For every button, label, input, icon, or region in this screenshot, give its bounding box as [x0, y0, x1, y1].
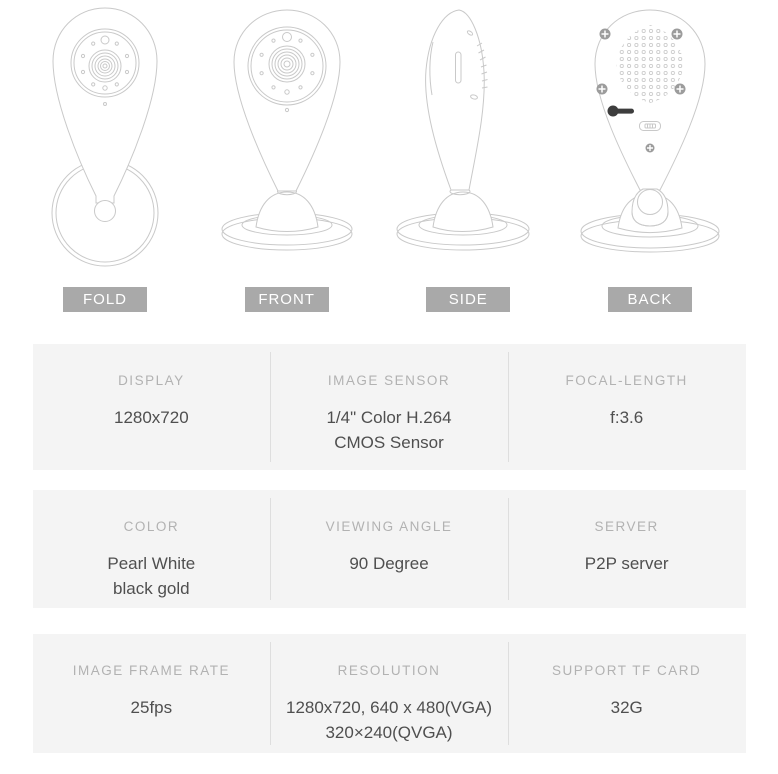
spec-header: IMAGE SENSOR	[327, 373, 451, 388]
view-front	[212, 0, 362, 312]
spec-value: 1280x720, 640 x 480(VGA)	[285, 698, 493, 717]
view-label-front: FRONT	[245, 287, 329, 312]
spec-value: 25fps	[130, 698, 173, 717]
camera-side-icon	[393, 0, 543, 268]
camera-views-section	[0, 0, 778, 312]
spec-cell-focal-length	[508, 344, 746, 470]
spec-header: VIEWING ANGLE	[325, 519, 453, 534]
spec-header: DISPLAY	[118, 373, 185, 388]
view-fold	[30, 0, 180, 312]
spec-row-3	[33, 634, 746, 753]
spec-value: P2P server	[584, 554, 669, 573]
spec-header: SUPPORT TF CARD	[552, 663, 702, 678]
spec-row-1	[33, 344, 746, 470]
spec-cell-image-sensor	[270, 344, 508, 470]
spec-cell-frame-rate	[33, 634, 271, 753]
spec-cell-color	[33, 490, 271, 608]
camera-front-icon	[212, 0, 362, 268]
camera-fold-icon	[30, 0, 180, 268]
spec-value: CMOS Sensor	[334, 433, 444, 452]
spec-row-2	[33, 490, 746, 608]
spec-value: 32G	[610, 698, 643, 717]
spec-value: 1/4" Color H.264	[326, 408, 452, 427]
view-label-side: SIDE	[426, 287, 510, 312]
spec-header: COLOR	[123, 519, 180, 534]
camera-back-icon	[575, 0, 725, 268]
spec-cell-server	[508, 490, 746, 608]
spec-value: Pearl White	[107, 554, 196, 573]
spec-value: f:3.6	[610, 408, 644, 427]
spec-value: black gold	[113, 579, 190, 598]
spec-value: 90 Degree	[349, 554, 429, 573]
view-side	[393, 0, 543, 312]
view-back	[575, 0, 725, 312]
spec-cell-resolution	[270, 634, 508, 753]
spec-table-section	[0, 344, 778, 753]
spec-header: RESOLUTION	[337, 663, 441, 678]
spec-cell-viewing-angle	[270, 490, 508, 608]
view-label-back: BACK	[608, 287, 692, 312]
spec-cell-tf-card	[508, 634, 746, 753]
spec-cell-display	[33, 344, 271, 470]
view-label-fold: FOLD	[63, 287, 147, 312]
spec-header: FOCAL-LENGTH	[565, 373, 688, 388]
spec-value: 320×240(QVGA)	[325, 723, 453, 742]
spec-value: 1280x720	[113, 408, 189, 427]
spec-header: IMAGE FRAME RATE	[72, 663, 230, 678]
spec-header: SERVER	[594, 519, 659, 534]
